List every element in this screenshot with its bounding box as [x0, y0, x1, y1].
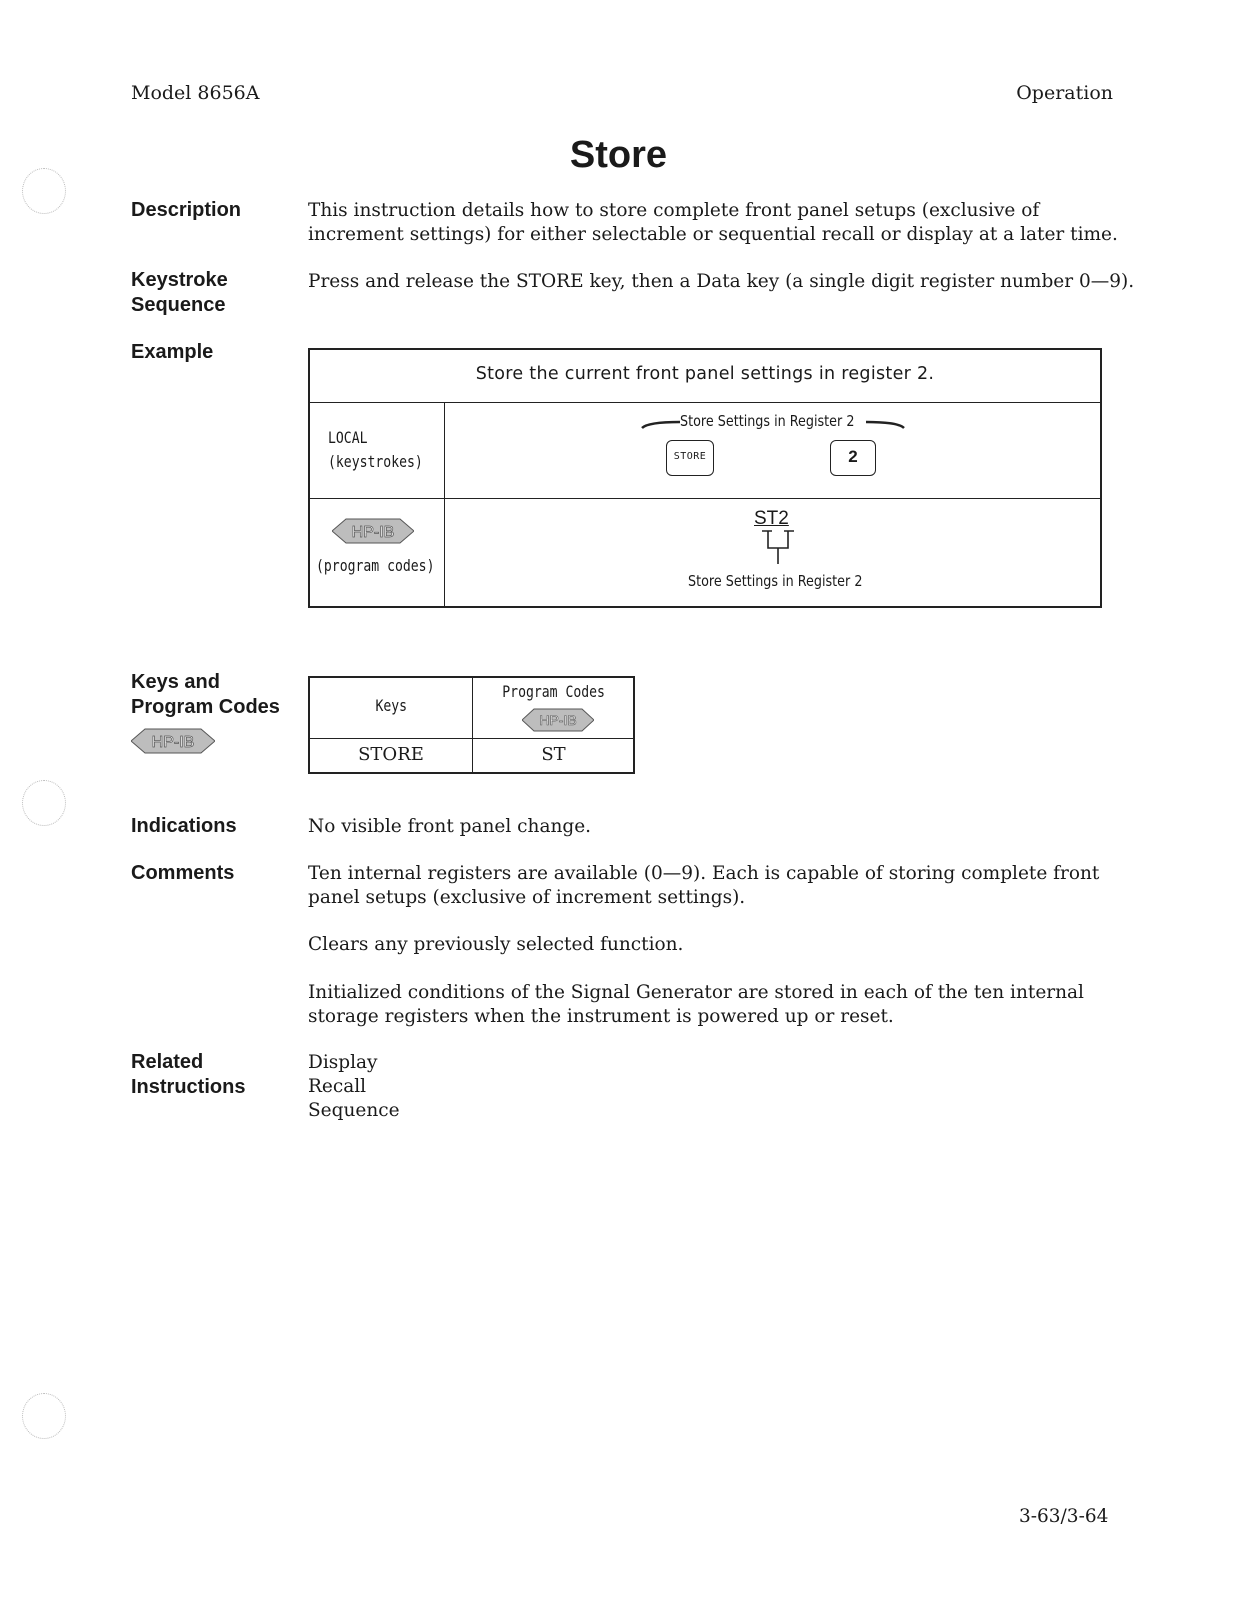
- row-code: ST: [541, 744, 566, 765]
- keys-codes-label: Keys and Program Codes: [131, 671, 280, 718]
- row-key: STORE: [358, 744, 424, 765]
- keystroke-text: Press and release the STORE key, then a Data key (a single digit register number 0—9).: [308, 271, 1135, 292]
- indications-text: No visible front panel change.: [308, 816, 592, 837]
- example-hpib-row: [310, 498, 1100, 606]
- related-list: [308, 1051, 1128, 1123]
- keystroke-label: Keystroke Sequence: [131, 269, 228, 316]
- digit-2-key[interactable]: 2: [830, 440, 876, 476]
- page-number: 3-63/3-64: [1019, 1506, 1109, 1527]
- local-label: LOCAL: [328, 428, 368, 447]
- table-header-row: [310, 678, 633, 739]
- col-keys-header: Keys: [375, 696, 407, 715]
- col-codes-header: Program Codes: [502, 682, 605, 701]
- indications-label: Indications: [131, 815, 237, 837]
- table-row: [310, 738, 633, 772]
- related-item-recall[interactable]: Recall: [308, 1076, 367, 1097]
- store-key[interactable]: STORE: [666, 440, 714, 476]
- header-model: Model 8656A: [131, 82, 260, 104]
- hpib-logo-icon: [332, 518, 414, 544]
- binder-hole: [22, 1393, 66, 1439]
- svg-text:HP-IB: HP-IB: [539, 712, 577, 728]
- description-label: Description: [131, 199, 242, 221]
- comments-p1: Ten internal registers are available (0—9). Each is capable of storing complete front panel setups (exclusive of increment settings).: [308, 863, 1100, 908]
- comments-p3: Initialized conditions of the Signal Generator are stored in each of the ten internal storage registers when the instrument is powered up or reset.: [308, 982, 1084, 1027]
- svg-text:HP-IB: HP-IB: [151, 734, 195, 751]
- example-box: [308, 348, 1102, 608]
- comments-label: Comments: [131, 862, 235, 884]
- example-label: Example: [131, 341, 214, 363]
- local-bracket-text: Store Settings in Register 2: [680, 412, 855, 430]
- code-st2: ST2: [754, 508, 789, 529]
- keys-codes-table: [308, 676, 635, 774]
- related-item-display[interactable]: Display: [308, 1052, 378, 1073]
- example-caption: Store the current front panel settings in register 2.: [310, 350, 1100, 403]
- hpib-logo-icon: [131, 728, 215, 754]
- svg-text:HP-IB: HP-IB: [351, 524, 395, 541]
- binder-hole: [22, 780, 66, 826]
- page-title: Store: [569, 134, 668, 176]
- code-bracket-icon: [758, 528, 798, 568]
- description-text: This instruction details how to store complete front panel setups (exclusive of increment settings) for either selectable or sequential recall or display at a later time.: [308, 200, 1118, 245]
- keystrokes-label: (keystrokes): [328, 452, 423, 471]
- related-label: Related Instructions: [131, 1051, 246, 1098]
- header-section: Operation: [1016, 82, 1113, 104]
- example-local-row: [310, 402, 1100, 499]
- hpib-logo-icon: [522, 708, 594, 732]
- code-caption: Store Settings in Register 2: [688, 572, 863, 590]
- program-codes-label: (program codes): [316, 556, 435, 575]
- related-item-sequence[interactable]: Sequence: [308, 1100, 400, 1121]
- comments-p2: Clears any previously selected function.: [308, 934, 684, 955]
